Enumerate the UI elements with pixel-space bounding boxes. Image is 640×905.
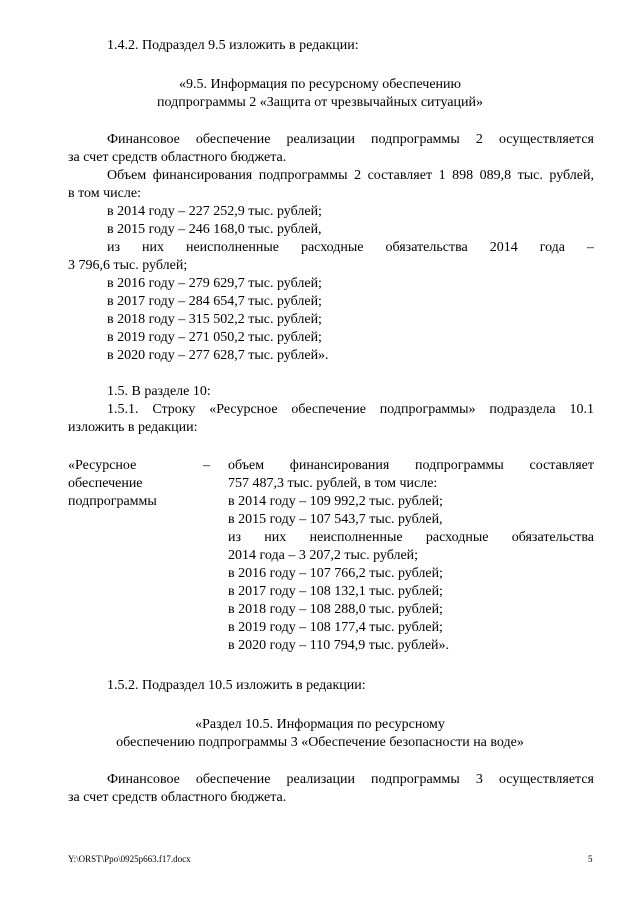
- resource-value-line1: объем финансирования подпрограммы составляет: [228, 458, 594, 473]
- resource-year-2016: в 2016 году – 107 766,2 тыс. рублей;: [228, 566, 443, 581]
- fin2-paragraph2-line2: в том числе:: [68, 186, 141, 201]
- heading-10-5-line1: «Раздел 10.5. Информация по ресурсному: [195, 717, 445, 732]
- fin2-year-2016: в 2016 году – 279 629,7 тыс. рублей;: [107, 276, 322, 291]
- fin2-paragraph1-line1: Финансовое обеспечение реализации подпрограммы 2 осуществляется: [107, 132, 594, 147]
- section-1-4-2: 1.4.2. Подраздел 9.5 изложить в редакции:: [107, 38, 359, 53]
- fin2-year-2019: в 2019 году – 271 050,2 тыс. рублей;: [107, 330, 322, 345]
- fin2-paragraph1-line2: за счет средств областного бюджета.: [68, 150, 287, 165]
- resource-year-2020: в 2020 году – 110 794,9 тыс. рублей».: [228, 638, 450, 653]
- heading-9-5-line2: подпрограммы 2 «Защита от чрезвычайных ситуаций»: [157, 95, 483, 110]
- resource-unfulfilled-line2: 2014 года – 3 207,2 тыс. рублей;: [228, 548, 419, 563]
- heading-9-5-line1: «9.5. Информация по ресурсному обеспечению: [178, 77, 462, 92]
- resource-value-line2: 757 487,3 тыс. рублей, в том числе:: [228, 476, 438, 491]
- resource-year-2014: в 2014 году – 109 992,2 тыс. рублей;: [228, 494, 443, 509]
- section-1-5: 1.5. В разделе 10:: [107, 384, 211, 399]
- section-1-5-1-line1: 1.5.1. Строку «Ресурсное обеспечение подпрограммы» подраздела 10.1: [107, 402, 594, 417]
- fin3-line1: Финансовое обеспечение реализации подпрограммы 3 осуществляется: [107, 772, 594, 787]
- section-1-5-1-line2: изложить в редакции:: [68, 420, 198, 435]
- fin2-year-2015: в 2015 году – 246 168,0 тыс. рублей,: [107, 222, 322, 237]
- resource-label-line3: подпрограммы: [68, 494, 157, 509]
- resource-dash: –: [203, 458, 210, 473]
- section-1-5-2: 1.5.2. Подраздел 10.5 изложить в редакции:: [107, 678, 366, 693]
- resource-label-line2: обеспечение: [68, 476, 143, 491]
- fin2-paragraph2-line1: Объем финансирования подпрограммы 2 составляет 1 898 089,8 тыс. рублей,: [107, 168, 594, 183]
- resource-label-line1: «Ресурсное: [68, 458, 137, 473]
- resource-year-2018: в 2018 году – 108 288,0 тыс. рублей;: [228, 602, 443, 617]
- footer-file-path: Y:\ORST\Ppo\0925p663.f17.docx: [68, 854, 191, 864]
- fin2-unfulfilled-line2: 3 796,6 тыс. рублей;: [68, 258, 188, 273]
- fin2-year-2014: в 2014 году – 227 252,9 тыс. рублей;: [107, 204, 322, 219]
- heading-10-5-line2: обеспечению подпрограммы 3 «Обеспечение безопасности на воде»: [116, 735, 524, 750]
- resource-year-2019: в 2019 году – 108 177,4 тыс. рублей;: [228, 620, 443, 635]
- fin2-year-2018: в 2018 году – 315 502,2 тыс. рублей;: [107, 312, 322, 327]
- resource-year-2017: в 2017 году – 108 132,1 тыс. рублей;: [228, 584, 443, 599]
- fin2-year-2020: в 2020 году – 277 628,7 тыс. рублей».: [107, 348, 329, 363]
- fin2-year-2017: в 2017 году – 284 654,7 тыс. рублей;: [107, 294, 322, 309]
- fin3-line2: за счет средств областного бюджета.: [68, 790, 287, 805]
- resource-unfulfilled-line1: из них неисполненные расходные обязательства: [228, 530, 594, 545]
- fin2-unfulfilled-line1: из них неисполненные расходные обязательства 2014 года –: [107, 240, 594, 255]
- page-number: 5: [588, 854, 593, 864]
- resource-year-2015: в 2015 году – 107 543,7 тыс. рублей,: [228, 512, 443, 527]
